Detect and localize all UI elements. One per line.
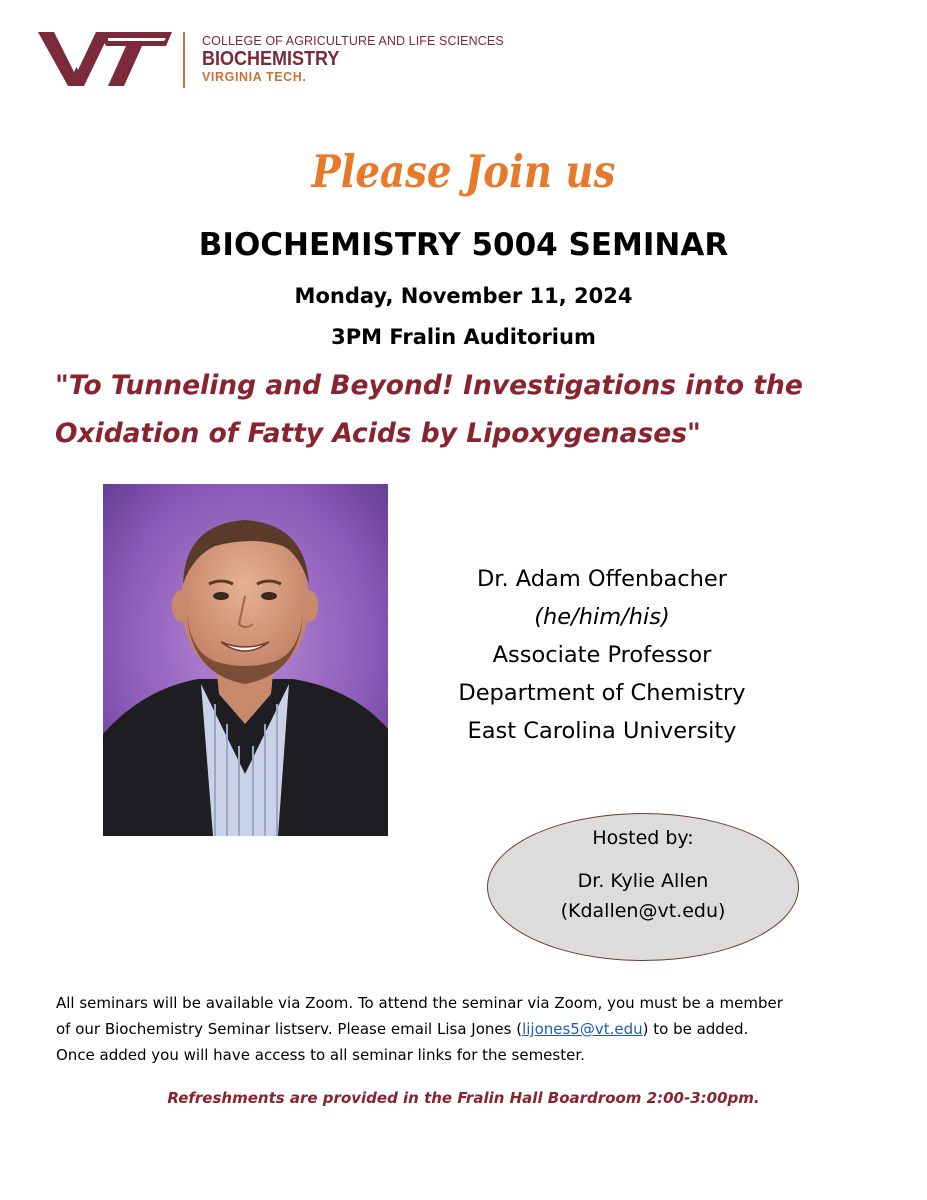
- talk-title: [55, 362, 915, 458]
- college-name: COLLEGE OF AGRICULTURE AND LIFE SCIENCES: [202, 34, 504, 48]
- speaker-photo: [103, 484, 388, 836]
- seminar-title: BIOCHEMISTRY 5004 SEMINAR: [198, 227, 729, 263]
- refreshments-note: Refreshments are provided in the Fralin Hall Boardroom 2:00-3:00pm.: [167, 1089, 760, 1107]
- university-name: VIRGINIA TECH.: [202, 70, 307, 84]
- speaker-info: [402, 560, 802, 750]
- invite-heading: Please Join us: [311, 145, 616, 198]
- vt-logo-mark: [38, 28, 172, 90]
- speaker-institution: East Carolina University: [467, 718, 737, 744]
- speaker-pronouns: (he/him/his): [534, 604, 670, 630]
- zoom-note-line-3: Once added you will have access to all seminar links for the semester.: [56, 1046, 585, 1064]
- talk-title-line-2: Oxidation of Fatty Acids by Lipoxygenases": [55, 418, 701, 449]
- email-link[interactable]: lijones5@vt.edu: [522, 1020, 643, 1038]
- zoom-note-line-1: All seminars will be available via Zoom. To attend the seminar via Zoom, you must be a member: [56, 994, 783, 1012]
- host-email: (Kdallen@vt.edu): [560, 900, 726, 922]
- speaker-name: Dr. Adam Offenbacher: [476, 566, 728, 592]
- seminar-time-location: 3PM Fralin Auditorium: [331, 325, 596, 349]
- zoom-note-line-2: [56, 1016, 896, 1042]
- host-name: Dr. Kylie Allen: [577, 870, 709, 892]
- speaker-department: Department of Chemistry: [458, 680, 746, 706]
- host-label: Hosted by:: [592, 827, 694, 849]
- logo-divider: [183, 32, 185, 88]
- vt-biochemistry-logo: [38, 28, 504, 90]
- zoom-note-line-2-pre: of our Biochemistry Seminar listserv. Please email Lisa Jones (: [56, 1020, 523, 1038]
- zoom-note-line-2-post: ) to be added.: [642, 1020, 749, 1038]
- department-name: BIOCHEMISTRY: [202, 48, 340, 70]
- talk-title-line-1: "To Tunneling and Beyond! Investigations into the: [55, 370, 803, 401]
- speaker-position: Associate Professor: [492, 642, 712, 668]
- seminar-date: Monday, November 11, 2024: [294, 284, 633, 308]
- zoom-note: [56, 990, 896, 1068]
- host-ellipse: [487, 813, 799, 961]
